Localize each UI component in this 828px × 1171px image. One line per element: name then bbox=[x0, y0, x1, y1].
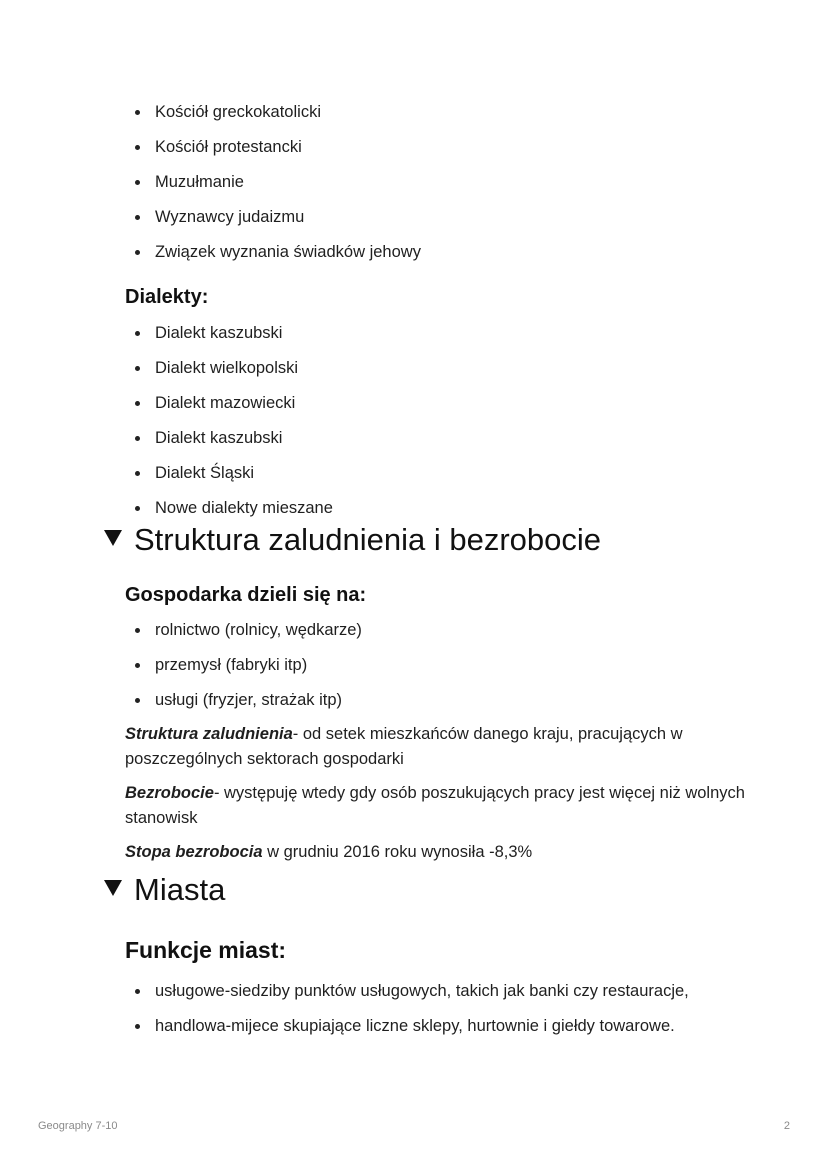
bullet-icon bbox=[135, 331, 140, 336]
bullet-icon bbox=[135, 506, 140, 511]
list-item: Kościół protestancki bbox=[125, 135, 745, 170]
religion-list bbox=[125, 100, 745, 275]
definition-unemployment: Bezrobocie- występuję wtedy gdy osób poszukujących pracy jest więcej niż wolnych stanowisk bbox=[125, 784, 745, 827]
list-item: Dialekt wielkopolski bbox=[125, 356, 745, 391]
list-item: Wyznawcy judaizmu bbox=[125, 205, 745, 240]
list-item: przemysł (fabryki itp) bbox=[125, 653, 745, 688]
bullet-icon bbox=[135, 436, 140, 441]
structure-toggle-heading[interactable]: Struktura zaludnienia i bezrobocie bbox=[104, 522, 601, 558]
bullet-icon bbox=[135, 1024, 140, 1029]
economy-heading: Gospodarka dzieli się na: bbox=[125, 584, 367, 606]
footer-title: Geography 7-10 bbox=[38, 1120, 118, 1132]
definition-structure: Struktura zaludnienia- od setek mieszkańców danego kraju, pracujących w poszczególnych sektorach gospodarki bbox=[125, 725, 683, 768]
list-item: Dialekt Śląski bbox=[125, 461, 745, 496]
page-number: 2 bbox=[783, 1120, 790, 1132]
city-functions-heading: Funkcje miast: bbox=[125, 937, 287, 963]
bullet-icon bbox=[135, 215, 140, 220]
definition-unemployment-rate: Stopa bezrobocia w grudniu 2016 roku wynosiła -8,3% bbox=[125, 843, 533, 861]
list-item: handlowa-mijece skupiające liczne sklepy, hurtownie i giełdy towarowe. bbox=[125, 1014, 725, 1039]
bullet-icon bbox=[135, 250, 140, 255]
list-item: Muzułmanie bbox=[125, 170, 745, 205]
bullet-icon bbox=[135, 663, 140, 668]
list-item: usługowe-siedziby punktów usługowych, takich jak banki czy restauracje, bbox=[125, 979, 725, 1014]
toggle-triangle-icon[interactable] bbox=[104, 880, 122, 896]
bullet-icon bbox=[135, 366, 140, 371]
toggle-triangle-icon[interactable] bbox=[104, 530, 122, 546]
bullet-icon bbox=[135, 180, 140, 185]
list-item: Kościół greckokatolicki bbox=[125, 100, 745, 135]
bullet-icon bbox=[135, 145, 140, 150]
dialects-heading: Dialekty: bbox=[125, 286, 209, 308]
bullet-icon bbox=[135, 628, 140, 633]
list-item: Nowe dialekty mieszane bbox=[125, 496, 745, 531]
bullet-icon bbox=[135, 401, 140, 406]
list-item: Związek wyznania świadków jehowy bbox=[125, 240, 745, 275]
list-item: Dialekt kaszubski bbox=[125, 321, 745, 356]
list-item: usługi (fryzjer, strażak itp) bbox=[125, 688, 745, 723]
list-item: Dialekt mazowiecki bbox=[125, 391, 745, 426]
dialect-list bbox=[125, 321, 745, 531]
bullet-icon bbox=[135, 989, 140, 994]
list-item: rolnictwo (rolnicy, wędkarze) bbox=[125, 618, 745, 653]
economy-list bbox=[125, 618, 745, 723]
bullet-icon bbox=[135, 698, 140, 703]
list-item: Dialekt kaszubski bbox=[125, 426, 745, 461]
bullet-icon bbox=[135, 471, 140, 476]
cities-toggle-heading[interactable]: Miasta bbox=[104, 872, 225, 908]
city-functions-list bbox=[125, 979, 725, 1039]
bullet-icon bbox=[135, 110, 140, 115]
